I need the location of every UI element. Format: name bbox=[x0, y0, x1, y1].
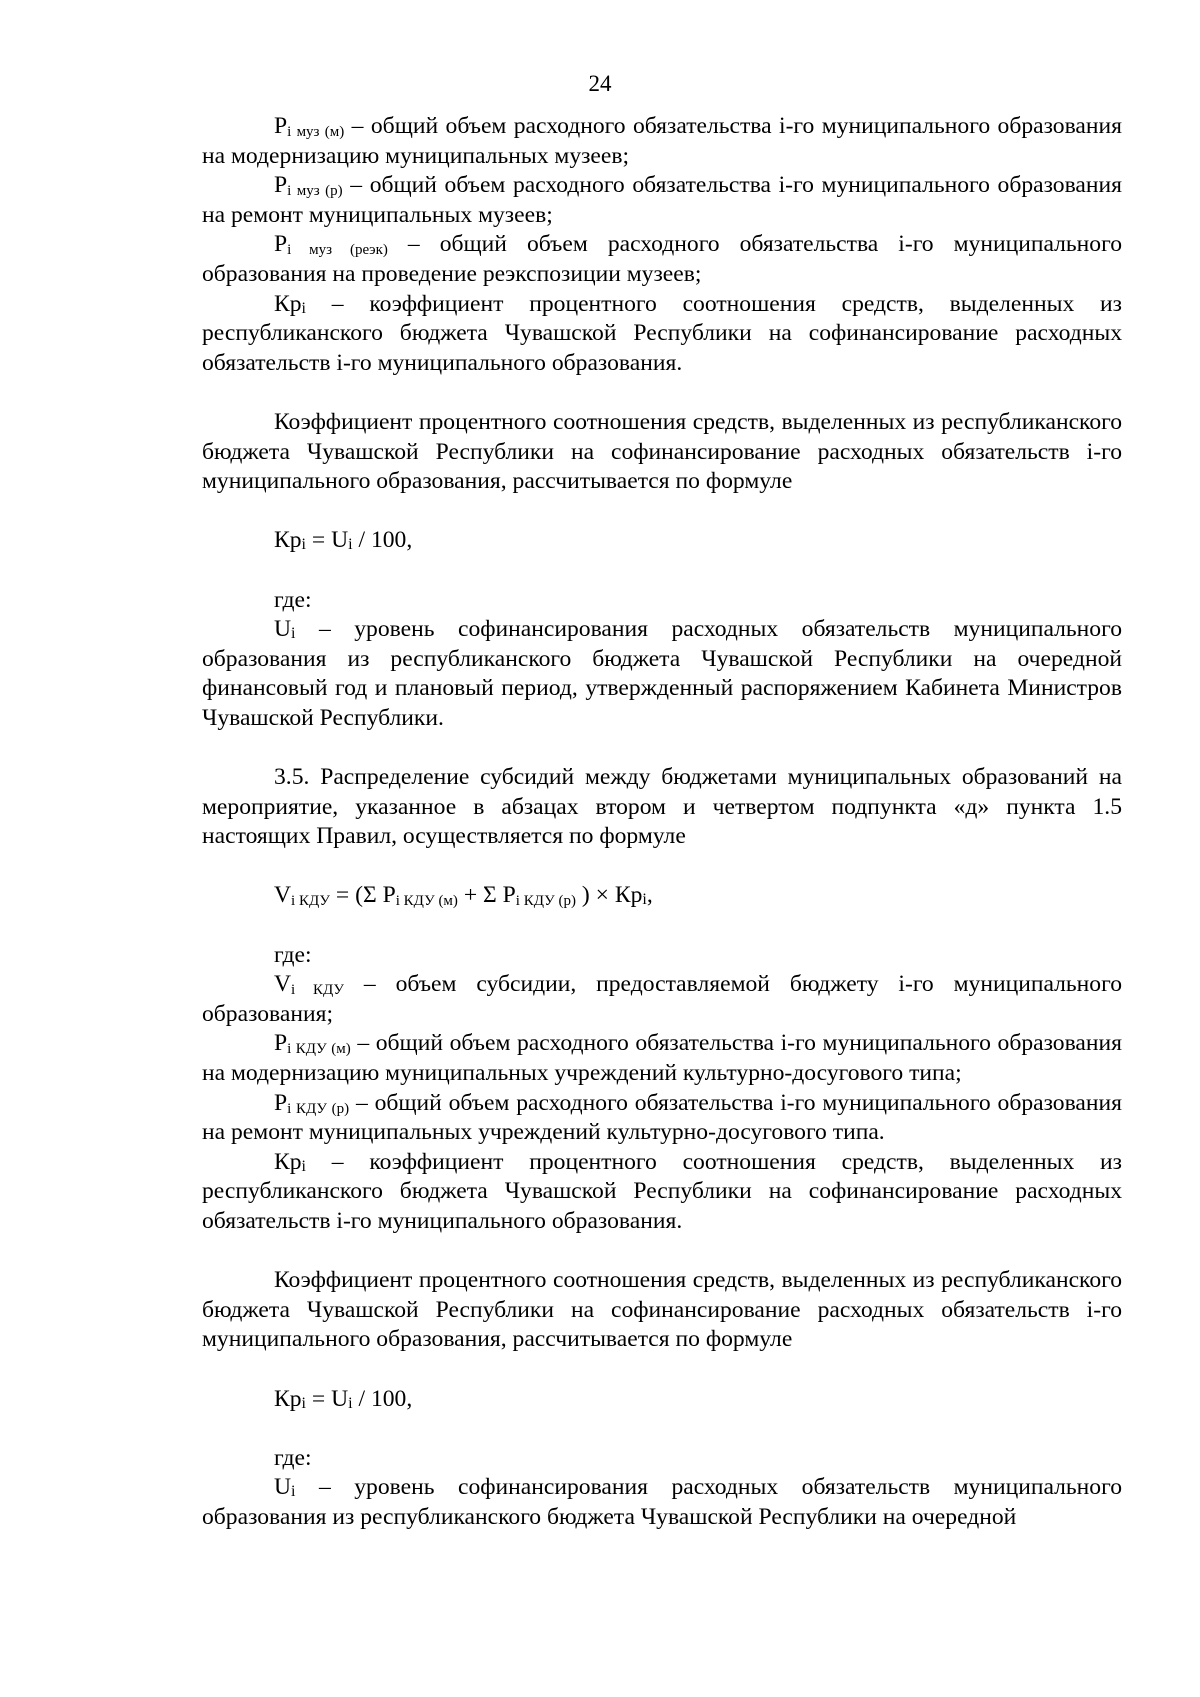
formula-symbol: Кр bbox=[274, 1385, 302, 1412]
definition-text: – уровень софинансирования расходных обязательств муниципального образования из республиканского бюджета Чувашской Республики на очередной bbox=[202, 1474, 1122, 1530]
formula-symbol: ) × Кр bbox=[576, 882, 643, 909]
formula-tail: / 100, bbox=[352, 527, 413, 554]
section-3-5: 3.5. Распределение субсидий между бюджетами муниципальных образований на мероприятие, указанное в абзацах втором и четвертом подпункта «д» пункта 1.5 настоящих Правил, осуществляется по формуле bbox=[202, 764, 1122, 850]
definition-ui bbox=[202, 1473, 1122, 1532]
symbol: P bbox=[274, 1030, 288, 1057]
symbol-subscript: i КДУ bbox=[291, 982, 345, 999]
spacer bbox=[202, 1355, 1122, 1385]
definition-text: – общий объем расходного обязательства i-го муниципального образования на модернизацию муниципальных учреждений культурно-досугового типа; bbox=[202, 1030, 1122, 1086]
symbol: P bbox=[274, 172, 288, 199]
spacer bbox=[202, 497, 1122, 527]
formula-symbol: = U bbox=[306, 527, 349, 554]
symbol: Кр bbox=[274, 290, 302, 317]
formula-symbol: Кр bbox=[274, 527, 302, 554]
symbol-subscript: i bbox=[291, 1483, 296, 1501]
coefficient-paragraph: Коэффициент процентного соотношения средств, выделенных из республиканского бюджета Чувашской Республики на софинансирование расходных обязательств i-го муниципального образования, рассчитывается по формуле bbox=[202, 1267, 1122, 1353]
definition-v-kdu bbox=[202, 970, 1122, 1029]
definition-p-muz-reek bbox=[202, 230, 1122, 289]
formula-kp bbox=[202, 526, 1122, 556]
definition-p-muz-r bbox=[202, 171, 1122, 230]
symbol: P bbox=[274, 1089, 288, 1116]
definition-kp bbox=[202, 1148, 1122, 1237]
formula-subscript: i bbox=[642, 891, 647, 909]
symbol: U bbox=[274, 1474, 292, 1501]
formula-subscript: i КДУ (м) bbox=[395, 893, 458, 910]
symbol-subscript: i bbox=[301, 299, 306, 317]
definition-text: – коэффициент процентного соотношения средств, выделенных из республиканского бюджета Чувашской Республики на софинансирование расходных обязательств i-го муниципального образования. bbox=[202, 290, 1122, 376]
symbol-subscript: i муз (р) bbox=[287, 183, 343, 200]
symbol-subscript: i муз (реэк) bbox=[287, 242, 388, 259]
definition-text: – общий объем расходного обязательства i-го муниципального образования на ремонт муниципальных учреждений культурно-досугового типа. bbox=[202, 1089, 1122, 1146]
formula-kp bbox=[202, 1385, 1122, 1415]
definition-text: – общий объем расходного обязательства i-го муниципального образования на ремонт муниципальных музеев; bbox=[202, 172, 1122, 228]
spacer bbox=[202, 556, 1122, 586]
formula-symbol: V bbox=[274, 882, 292, 909]
spacer bbox=[202, 911, 1122, 941]
formula-subscript: i bbox=[301, 536, 306, 554]
coefficient-paragraph: Коэффициент процентного соотношения средств, выделенных из республиканского бюджета Чувашской Республики на софинансирование расходных обязательств i-го муниципального образования, рассчитывается по формуле bbox=[202, 408, 1122, 495]
definition-p-muz-m bbox=[202, 112, 1122, 171]
spacer bbox=[202, 733, 1122, 763]
definition-text: – коэффициент процентного соотношения средств, выделенных из республиканского бюджета Чувашской Республики на софинансирование расходных обязательств i-го муниципального образования. bbox=[202, 1148, 1122, 1234]
symbol: P bbox=[274, 231, 288, 258]
where-label: где: bbox=[274, 941, 312, 968]
symbol: P bbox=[274, 113, 288, 139]
definition-text: – общий объем расходного обязательства i-го муниципального образования на модернизацию муниципальных музеев; bbox=[202, 113, 1122, 169]
formula-subscript: i КДУ (р) bbox=[515, 893, 576, 910]
spacer bbox=[202, 852, 1122, 882]
symbol-subscript: i муз (м) bbox=[287, 124, 345, 140]
formula-symbol: = (Σ P bbox=[330, 882, 396, 909]
formula-subscript: i bbox=[348, 536, 353, 554]
symbol-subscript: i bbox=[291, 625, 296, 643]
formula-tail: / 100, bbox=[352, 1385, 413, 1412]
symbol-subscript: i bbox=[301, 1157, 306, 1175]
definition-p-kdu-r bbox=[202, 1089, 1122, 1148]
symbol-subscript: i КДУ (р) bbox=[287, 1100, 350, 1117]
formula-symbol: = U bbox=[306, 1385, 349, 1412]
symbol: Кр bbox=[274, 1148, 302, 1175]
symbol: U bbox=[274, 616, 292, 643]
formula-subscript: i КДУ bbox=[291, 893, 331, 910]
definition-text: – объем субсидии, предоставляемой бюджету i-го муниципального образования; bbox=[202, 971, 1122, 1027]
symbol-subscript: i КДУ (м) bbox=[287, 1041, 351, 1058]
formula-subscript: i bbox=[301, 1394, 306, 1412]
formula-tail: , bbox=[646, 882, 653, 909]
where-label: где: bbox=[274, 586, 312, 613]
definition-ui bbox=[202, 615, 1122, 733]
definition-kp bbox=[202, 290, 1122, 379]
page-number: 24 bbox=[588, 71, 612, 96]
spacer bbox=[202, 1414, 1122, 1444]
spacer bbox=[202, 1237, 1122, 1267]
definition-text: – общий объем расходного обязательства i-го муниципального образования на проведение реэкспозиции музеев; bbox=[202, 231, 1122, 287]
symbol: V bbox=[274, 971, 292, 998]
spacer bbox=[202, 378, 1122, 408]
formula-subscript: i bbox=[348, 1394, 353, 1412]
formula-symbol: + Σ P bbox=[457, 882, 516, 909]
where-label: где: bbox=[274, 1444, 312, 1471]
page-body bbox=[202, 112, 1122, 1533]
formula-v-kdu bbox=[202, 881, 1122, 911]
definition-text: – уровень софинансирования расходных обязательств муниципального образования из республиканского бюджета Чувашской Республики на очередной финансовый год и плановый период, утвержденный распоряжением Кабинета Министров Чувашской Республики. bbox=[202, 616, 1122, 731]
definition-p-kdu-m bbox=[202, 1029, 1122, 1088]
